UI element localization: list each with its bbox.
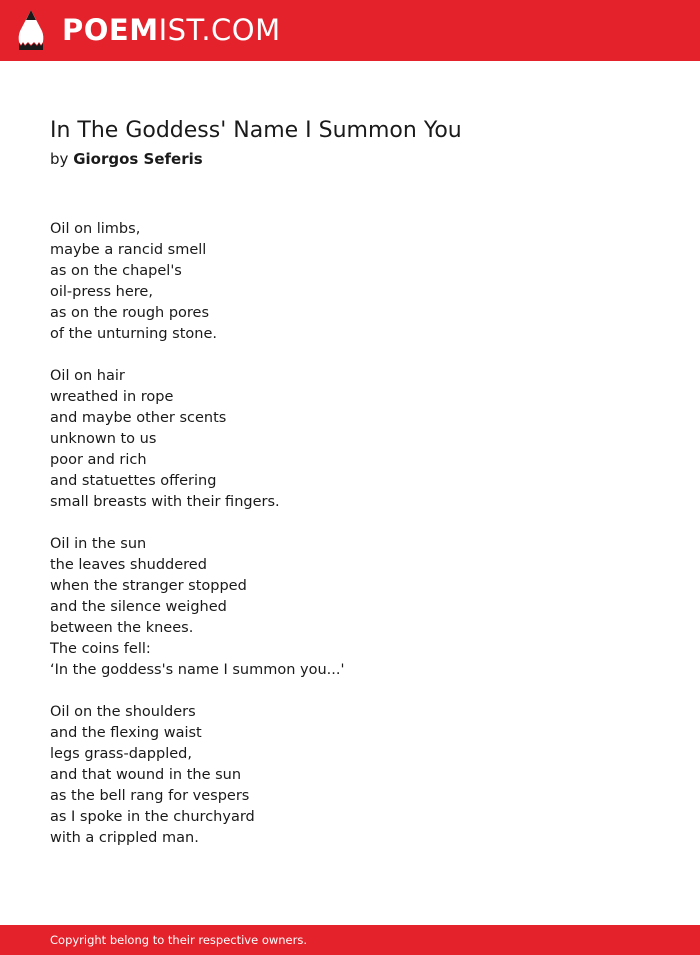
- poem-line: Oil in the sun: [50, 536, 147, 552]
- poem-line: ‘In the goddess's name I summon you...': [50, 662, 345, 678]
- poem-line: as I spoke in the churchyard: [50, 809, 255, 825]
- poem-line: oil-press here,: [50, 284, 153, 300]
- poem-author: Giorgos Seferis: [73, 150, 203, 168]
- poem-line: with a crippled man.: [50, 830, 199, 846]
- poem-line: the leaves shuddered: [50, 557, 207, 573]
- poem-line: when the stranger stopped: [50, 578, 247, 594]
- poem-line: legs grass-dappled,: [50, 746, 192, 762]
- poem-title: In The Goddess' Name I Summon You: [50, 118, 462, 143]
- poem-line: small breasts with their fingers.: [50, 494, 280, 510]
- poem-line: The coins fell:: [50, 641, 151, 657]
- poem-line: maybe a rancid smell: [50, 242, 207, 258]
- poem-stanza: [50, 366, 345, 513]
- brand-light-part: IST.COM: [158, 13, 281, 47]
- poem-line: and maybe other scents: [50, 410, 227, 426]
- poem-stanza: [50, 702, 345, 849]
- poem-line: and statuettes offering: [50, 473, 217, 489]
- poem-line: and the flexing waist: [50, 725, 202, 741]
- poem-line: as the bell rang for vespers: [50, 788, 250, 804]
- brand-bold-part: POEM: [62, 13, 159, 47]
- poem-stanza: [50, 219, 345, 345]
- copyright-notice: Copyright belong to their respective owners.: [50, 933, 308, 947]
- by-label: by: [50, 150, 69, 168]
- pencil-tip-icon[interactable]: [17, 9, 45, 51]
- poem-line: of the unturning stone.: [50, 326, 218, 342]
- site-header: [0, 0, 700, 61]
- poem-line: as on the chapel's: [50, 263, 182, 279]
- poem-line: between the knees.: [50, 620, 194, 636]
- poem-line: poor and rich: [50, 452, 147, 468]
- poem-line: Oil on the shoulders: [50, 704, 196, 720]
- poem-line: unknown to us: [50, 431, 157, 447]
- poem-line: Oil on hair: [50, 368, 125, 384]
- poem-line: wreathed in rope: [50, 389, 174, 405]
- poem-stanza: [50, 534, 345, 681]
- site-logo-text[interactable]: [62, 12, 281, 48]
- poem-line: as on the rough pores: [50, 305, 210, 321]
- poem-line: and the silence weighed: [50, 599, 227, 615]
- poem-body: [50, 219, 345, 870]
- poem-line: Oil on limbs,: [50, 221, 141, 237]
- poem-byline: [50, 149, 203, 169]
- site-footer: [0, 925, 700, 955]
- poem-line: and that wound in the sun: [50, 767, 242, 783]
